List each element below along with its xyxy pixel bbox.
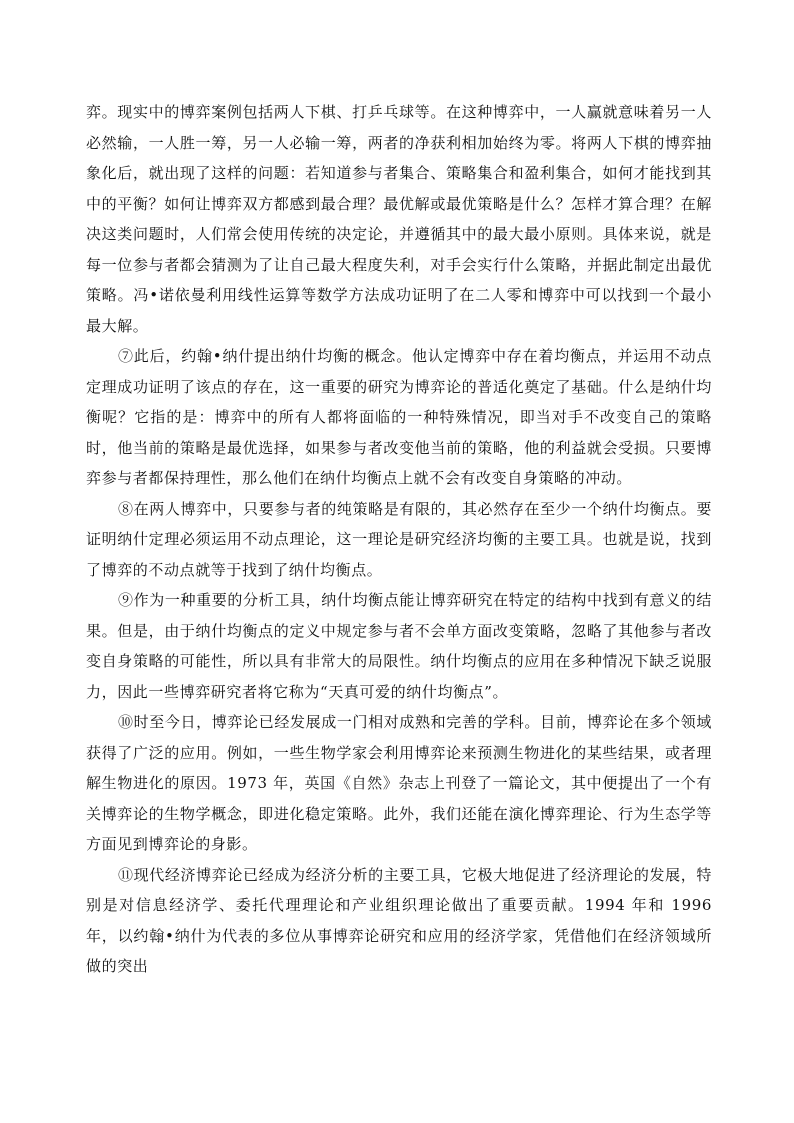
document-body: [86, 97, 712, 982]
paragraph-9: ⑨作为一种重要的分析工具，纳什均衡点能让博弈研究在特定的结构中找到有意义的结果。但是，由于纳什均衡点的定义中规定参与者不会单方面改变策略，忽略了其他参与者改变自身策略的可能性，所以具有非常大的局限性。纳什均衡点的应用在多种情况下缺乏说服力，因此一些博弈研究者将它称为“天真可爱的纳什均衡点”。: [86, 591, 712, 701]
paragraph-10: ⑩时至今日，博弈论已经发展成一门相对成熟和完善的学科。目前，博弈论在多个领域获得了广泛的应用。例如，一些生物学家会利用博弈论来预测生物进化的某些结果，或者理解生物进化的原因。1973 年，英国《自然》杂志上刊登了一篇论文，其中便提出了一个有关博弈论的生物学概念，即进化稳定策略。此外，我们还能在演化博弈理论、行为生态学等方面见到博弈论的身影。: [86, 713, 712, 853]
paragraph-7: ⑦此后，约翰•纳什提出纳什均衡的概念。他认定博弈中存在着均衡点，并运用不动点定理成功证明了该点的存在，这一重要的研究为博弈论的普适化奠定了基础。什么是纳什均衡呢？它指的是：博弈中的所有人都将面临的一种特殊情况，即当对手不改变自己的策略时，他当前的策略是最优选择，如果参与者改变他当前的策略，他的利益就会受损。只要博弈参与者都保持理性，那么他们在纳什均衡点上就不会有改变自身策略的冲动。: [86, 347, 712, 487]
paragraph-11: ⑪现代经济博弈论已经成为经济分析的主要工具，它极大地促进了经济理论的发展，特别是对信息经济学、委托代理理论和产业组织理论做出了重要贡献。1994 年和 1996 年，以约翰•纳什为代表的多位从事博弈论研究和应用的经济学家，凭借他们在经济领域所做的突出: [86, 865, 712, 975]
paragraph-continuation: 弈。现实中的博弈案例包括两人下棋、打乒乓球等。在这种博弈中，一人赢就意味着另一人必然输，一人胜一筹，另一人必输一筹，两者的净获利相加始终为零。将两人下棋的博弈抽象化后，就出现了这样的问题：若知道参与者集合、策略集合和盈利集合，如何才能找到其中的平衡？如何让博弈双方都感到最合理？最优解或最优策略是什么？怎样才算合理？在解决这类问题时，人们常会使用传统的决定论，并遵循其中的最大最小原则。具体来说，就是每一位参与者都会猜测为了让自己最大程度失利，对手会实行什么策略，并据此制定出最优策略。冯•诺依曼利用线性运算等数学方法成功证明了在二人零和博弈中可以找到一个最小最大解。: [86, 103, 712, 335]
paragraph-8: ⑧在两人博弈中，只要参与者的纯策略是有限的，其必然存在至少一个纳什均衡点。要证明纳什定理必须运用不动点理论，这一理论是研究经济均衡的主要工具。也就是说，找到了博弈的不动点就等于找到了纳什均衡点。: [86, 499, 712, 579]
